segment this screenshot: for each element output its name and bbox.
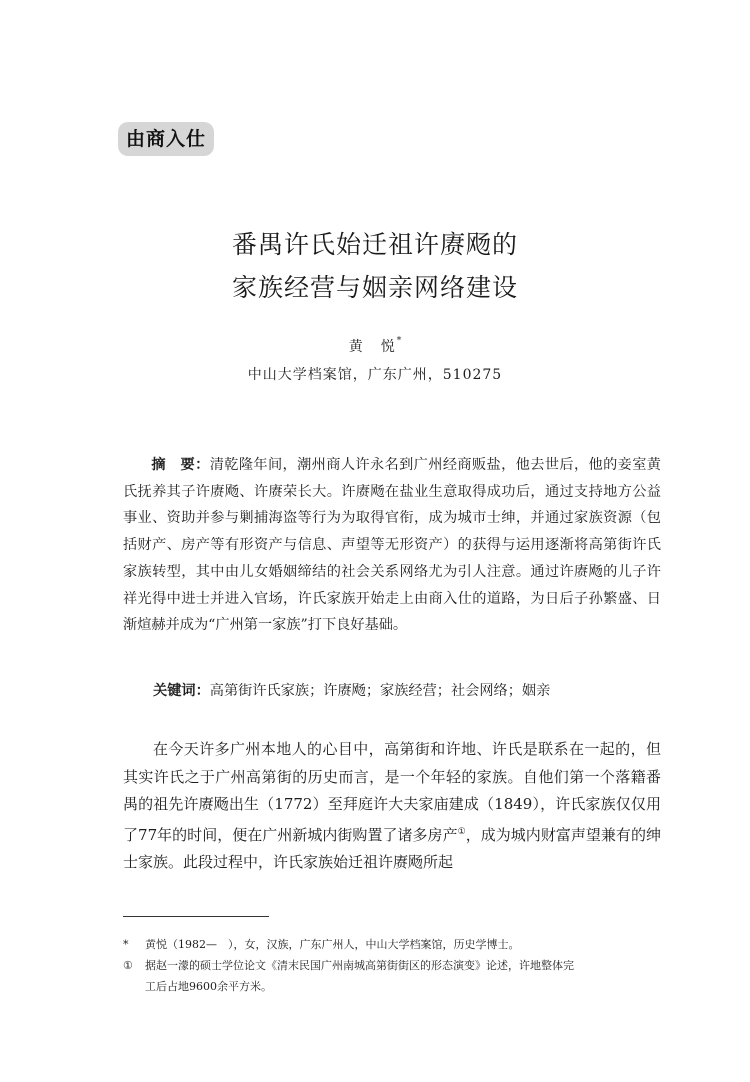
footnote-text: 黄悦（1982— ），女，汉族，广东广州人，中山大学档案馆，历史学博士。 [145,938,520,951]
footnote-mark: * [123,938,129,951]
keywords-label: 关键词： [153,683,210,699]
body-note-mark[interactable]: ① [457,826,466,837]
keywords [153,678,661,704]
footnote-1 [123,955,663,997]
author-line [0,336,750,356]
article-title-line1: 番禺许氏始迁祖许赓飏的 [231,230,518,259]
abstract-label: 摘 要： [151,457,210,473]
section-tag: 由商入仕 [118,122,214,156]
author-note-mark: * [396,336,402,347]
article-title-line2: 家族经营与姻亲网络建设 [231,273,518,302]
footnote-author [123,934,663,955]
body-paragraph [123,736,661,877]
footnote-mark: ① [123,959,133,972]
footnote-text-continued: 工后占地9600余平方米。 [145,980,272,993]
author-affiliation: 中山大学档案馆，广东广州，510275 [247,367,503,383]
keywords-text: 高第街许氏家族；许赓飏；家族经营；社会网络；姻亲 [209,683,551,699]
footnote-text: 据赵一濛的硕士学位论文《清末民国广州南城高第街街区的形态演变》论述，许地整体完 [145,959,574,972]
abstract [123,452,661,639]
footnote-divider [123,916,269,917]
body-text-part2: ，成为城内财富声望兼有的绅士家族。此段过程中，许氏家族始迁祖许赓飏所起 [123,825,661,871]
body-text-part1: 在今天许多广州本地人的心目中，高第街和许地、许氏是联系在一起的，但其实许氏之于广州高第街的历史而言，是一个年轻的家族。自他们第一个落籍番禺的祖先许赓飏出生（1772）至拜庭许大夫家庙建成（1849），许氏家族仅仅用了77年的时间，便在广州新城内街购置了诸多房产 [123,740,661,844]
abstract-text: 清乾隆年间，潮州商人许永名到广州经商贩盐，他去世后，他的妾室黄氏抚养其子许赓飏、许赓荣长大。许赓飏在盐业生意取得成功后，通过支持地方公益事业、资助并参与剿捕海盗等行为为取得官衔，成为城市士绅，并通过家族资源（包括财产、房产等有形资产与信息、声望等无形资产）的获得与运用逐渐将高第街许氏家族转型，其中由儿女婚姻缔结的社会关系网络尤为引人注意。通过许赓飏的儿子许祥光得中进士并进入官场，许氏家族开始走上由商入仕的道路，为日后子孙繁盛、日渐煊赫并成为“广州第一家族”打下良好基础。 [123,457,661,634]
author-name: 黄 悦 [348,339,397,355]
